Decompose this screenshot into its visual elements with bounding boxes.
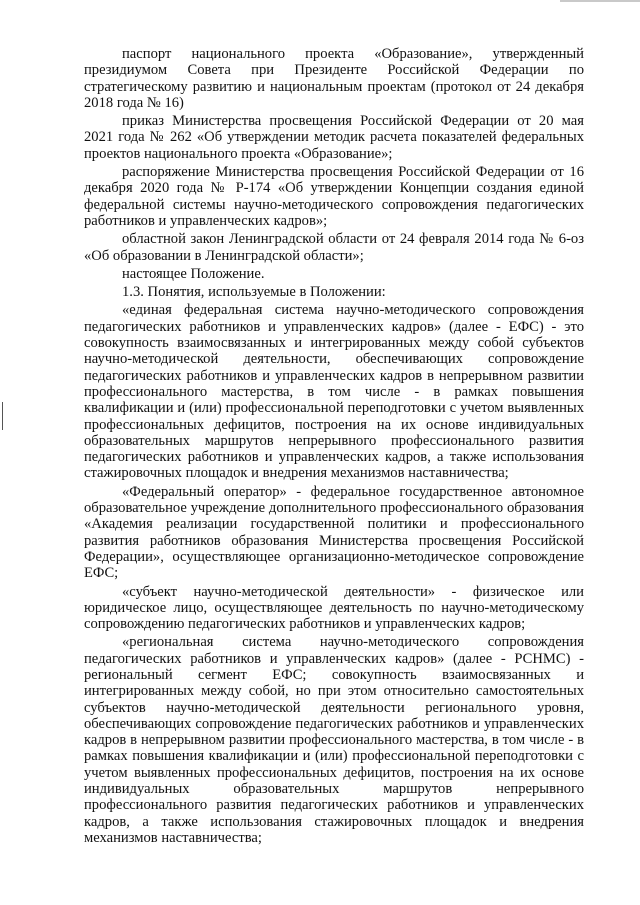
document-body [84,46,584,848]
paragraph-passport: паспорт национального проекта «Образование», утвержденный президиумом Совета при Президенте Российской Федерации по стратегическому развитию и национальным проектам (протокол от 24 декабря 2018 года № 16) [84,46,584,111]
paragraph-regional-law: областной закон Ленинградской области от 24 февраля 2014 года № 6-оз «Об образовании в Ленинградской области»; [84,231,584,264]
section-heading-1-3: 1.3. Понятия, используемые в Положении: [122,284,386,301]
paragraph-directive-r174: распоряжение Министерства просвещения Российской Федерации от 16 декабря 2020 года № Р-174 «Об утверждении Концепции создания единой федеральной системы научно-методического сопровождения педагогических работников и управленческих кадров»; [84,164,584,229]
scan-edge-artifact [560,0,640,2]
definition-subject: «субъект научно-методической деятельности» - физическое или юридическое лицо, осуществляющее деятельность по научно-методическому сопровождению педагогических работников и управленческих кадров; [84,583,584,633]
paragraph-order-262: приказ Министерства просвещения Российской Федерации от 20 мая 2021 года № 262 «Об утверждении методик расчета показателей федеральных проектов национального проекта «Образование»; [84,113,584,162]
definition-rsnms: «региональная система научно-методического сопровождения педагогических работников и управленческих кадров» (далее - РСНМС) - региональный сегмент ЕФС; совокупность взаимосвязанных и интегрированных между собой, но при этом относительно самостоятельных субъектов научно-методической деятельности регионального уровня, обеспечивающих сопровождение педагогических работников и управленческих кадров в непрерывном развитии профессионального мастерства, в том числе - в рамках повышения квалификации и (или) профессиональной переподготовки с учетом выявленных профессиональных дефицитов, построения на их основе индивидуальных образовательных маршрутов непрерывного профессионального развития педагогических работников и управленческих кадров, а также использования стажировочных площадок и внедрения механизмов наставничества; [84,634,584,846]
definition-efs: «единая федеральная система научно-методического сопровождения педагогических работников и управленческих кадров» (далее - ЕФС) - это совокупность взаимосвязанных и интегрированных между собой субъектов научно-методической деятельности, обеспечивающих сопровождение педагогических работников и управленческих кадров в непрерывном развитии профессионального мастерства, в том числе - в рамках повышения квалификации и (или) профессиональной переподготовки с учетом выявленных профессиональных дефицитов, построения на их основе индивидуальных образовательных маршрутов непрерывного профессионального развития педагогических работников и управленческих кадров, а также использования стажировочных площадок и внедрения механизмов наставничества; [84,302,584,482]
paragraph-this-regulation: настоящее Положение. [122,265,265,282]
scan-margin-artifact [2,402,3,430]
definition-federal-operator: «Федеральный оператор» - федеральное государственное автономное образовательное учреждение дополнительного профессионального образования «Академия реализации государственной политики и профессионального развития работников образования Министерства просвещения Российской Федерации», осуществляющее организационно-методическое сопровождение ЕФС; [84,483,584,582]
